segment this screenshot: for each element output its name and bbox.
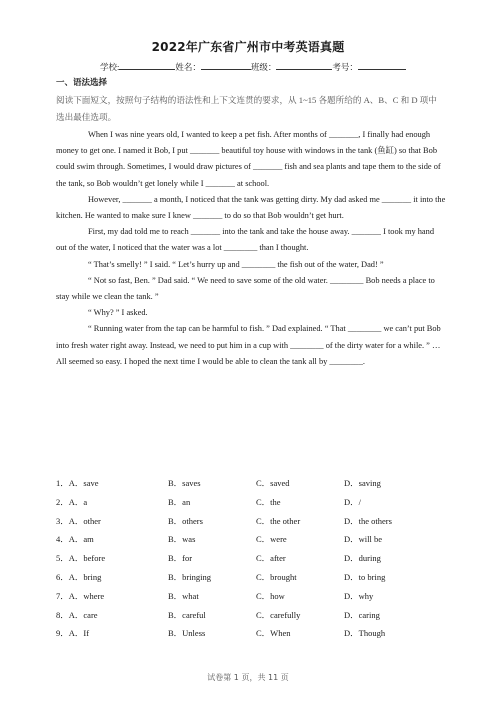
option-a[interactable]: 9．A．If xyxy=(56,628,90,639)
passage-paragraph: “ That’s smelly! ” I said. “ Let’s hurry up and ________ the fish out of the water, Dad! ” xyxy=(88,259,384,269)
option-d[interactable]: D．to bring xyxy=(344,571,386,582)
question-list xyxy=(56,477,456,646)
question-row xyxy=(56,609,456,628)
question-number: 7． xyxy=(56,590,69,601)
option-b[interactable]: B．careful xyxy=(168,609,206,620)
page-footer: 试卷第 1 页，共 11 页 xyxy=(207,673,289,682)
question-number: 3． xyxy=(56,515,69,526)
option-c[interactable]: C．after xyxy=(256,553,286,564)
question-row xyxy=(56,477,456,496)
option-c[interactable]: C．saved xyxy=(256,478,290,488)
option-d[interactable]: D．saving xyxy=(344,478,381,488)
question-row xyxy=(56,533,456,552)
question-row xyxy=(56,627,456,646)
option-c[interactable]: C．how xyxy=(256,590,285,601)
option-a[interactable]: 8．A．care xyxy=(56,609,98,620)
passage-paragraph: “ Running water from the tap can be harmful to fish. ” Dad explained. “ That ________ we can’t put Bob into fresh water right away. Instead, we need to put him in a cup with ________ of the dirty water for a while. ” … xyxy=(56,324,441,350)
option-b[interactable]: B．Unless xyxy=(168,628,206,639)
class-blank[interactable] xyxy=(276,61,332,70)
question-number: 6． xyxy=(56,571,69,582)
question-row xyxy=(56,552,456,571)
question-row xyxy=(56,496,456,515)
question-number: 1． xyxy=(56,478,69,488)
option-d[interactable]: D．during xyxy=(344,553,381,564)
option-b[interactable]: B．bringing xyxy=(168,571,211,582)
option-a[interactable]: 7．A．where xyxy=(56,590,105,601)
option-d[interactable]: D．the others xyxy=(344,515,392,526)
option-a[interactable]: 2．A．a xyxy=(56,496,88,507)
question-number: 5． xyxy=(56,553,69,564)
instructions: 阅读下面短文，按照句子结构的语法性和上下文连贯的要求，从 1~15 各题所给的 A、B、C 和 D 项中选出最佳选项。 xyxy=(56,95,437,122)
option-b[interactable]: B．was xyxy=(168,534,196,545)
option-c[interactable]: C．brought xyxy=(256,571,297,582)
option-b[interactable]: B．what xyxy=(168,590,199,601)
passage-paragraph: When I was nine years old, I wanted to keep a pet fish. After months of _______, I finally had enough money to get one. I named it Bob, I put _______ beautiful toy house with windows in the tank (鱼缸) so that Bob could swim through. Sometimes, I would draw pictures of _______ fish and sea plants and tape them to the side of the tank, so Bob wouldn’t get lonely while I _______ at school. xyxy=(56,130,441,188)
option-a[interactable]: 3．A．other xyxy=(56,515,101,526)
student-info-line xyxy=(100,61,406,73)
option-a[interactable]: 1．A．save xyxy=(56,478,99,488)
question-number: 8． xyxy=(56,609,69,620)
section-heading: 一、语法选择 xyxy=(56,78,108,88)
reading-passage xyxy=(56,127,446,370)
option-a[interactable]: 6．A．bring xyxy=(56,571,102,582)
passage-paragraph: All seemed so easy. I hoped the next time I would be able to clean the tank all by ________. xyxy=(56,356,366,366)
passage-paragraph: However, _______ a month, I noticed that the tank was getting dirty. My dad asked me _______ it into the kitchen. He wanted to make sure I knew _______ to do so that Bob wouldn’t get hurt. xyxy=(56,194,446,221)
class-label: 班级： xyxy=(250,62,277,72)
option-d[interactable]: D．caring xyxy=(344,609,380,620)
option-d[interactable]: D．/ xyxy=(344,496,362,507)
option-b[interactable]: B．saves xyxy=(168,478,201,488)
option-b[interactable]: B．others xyxy=(168,515,203,526)
option-b[interactable]: B．for xyxy=(168,553,193,564)
option-a[interactable]: 5．A．before xyxy=(56,553,106,564)
option-c[interactable]: C．carefully xyxy=(256,609,301,620)
number-blank[interactable] xyxy=(358,61,406,70)
question-number: 9． xyxy=(56,628,69,639)
option-a[interactable]: 4．A．am xyxy=(56,534,94,545)
question-row xyxy=(56,590,456,609)
question-row xyxy=(56,571,456,590)
passage-paragraph: “ Not so fast, Ben. ” Dad said. “ We need to save some of the old water. ________ Bob needs a place to stay while we clean the tank. ” xyxy=(56,275,435,302)
option-b[interactable]: B．an xyxy=(168,496,191,507)
passage-paragraph: First, my dad told me to reach _______ into the tank and take the house away. _______ I took my hand out of the water, I noticed that the water was a lot ________ than I thought. xyxy=(56,227,435,253)
school-label: 学校: xyxy=(100,62,120,72)
option-c[interactable]: C．When xyxy=(256,628,291,639)
option-d[interactable]: D．Though xyxy=(344,628,386,639)
name-label: 姓名： xyxy=(175,62,201,72)
option-d[interactable]: D．will be xyxy=(344,534,383,545)
name-blank[interactable] xyxy=(201,61,251,70)
page-title: 2022年广东省广州市中考英语真题 xyxy=(151,40,345,54)
question-number: 4． xyxy=(56,534,69,545)
option-c[interactable]: C．the other xyxy=(256,515,301,526)
question-number: 2． xyxy=(56,496,69,507)
number-label: 考号： xyxy=(332,62,358,72)
option-c[interactable]: C．the xyxy=(256,496,281,507)
option-c[interactable]: C．were xyxy=(256,534,287,545)
passage-paragraph: “ Why? ” I asked. xyxy=(88,308,148,318)
school-blank[interactable] xyxy=(119,61,175,70)
option-d[interactable]: D．why xyxy=(344,590,374,601)
question-row xyxy=(56,515,456,534)
